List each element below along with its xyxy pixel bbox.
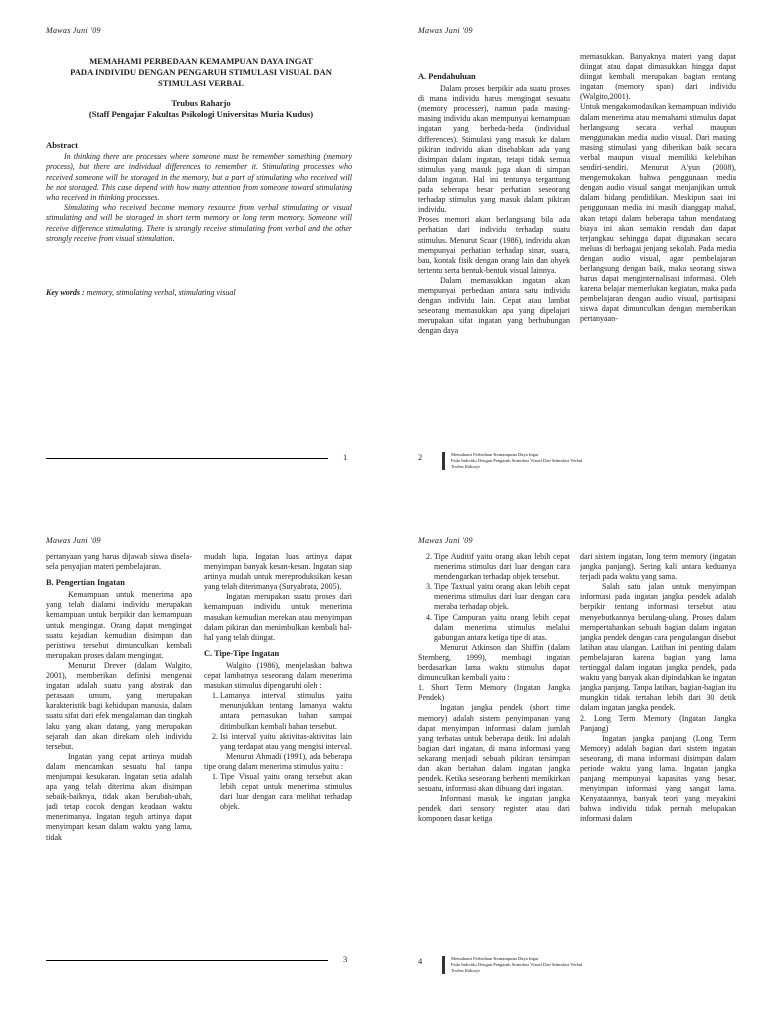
list-item: 1. Lamanya interval stimulus yaitu menunjukkan tentang lamanya waktu antara pemasukan bahan sampai ditimbulkan kembali bahan tersebut.	[220, 691, 352, 731]
abstract-paragraph-2: Simulating who received become memory resource from verbal stimulating or visual stimulating and will be storaged in short term memory or long term memory. Someone will receive difference stimulating. There is strongly receive stimulating from verbal and the other strongly receive from visual stimulation.	[46, 203, 352, 243]
footer-line-1: Memahami Perbedaan Kemampuan Daya Ingat	[451, 956, 539, 961]
keywords-text: memory, stimulating verbal, stimulating visual	[86, 288, 236, 297]
running-header: Mawas Juni '09	[46, 536, 101, 545]
page-number: 4	[418, 956, 423, 966]
type-list-continued	[418, 552, 570, 643]
running-header: Mawas Juni '09	[46, 26, 101, 35]
list-item: 2. Isi interval yaitu aktivitas-aktivitas lain yang terdapat atau yang mengisi interval.	[220, 732, 352, 752]
stm-heading: 1. Short Term Memory (Ingatan Jangka Pendek)	[418, 683, 570, 703]
title-line-2: PADA INDIVIDU DENGAN PENGARUH STIMULASI VISUAL DAN	[70, 67, 332, 77]
section-heading-b: B. Pengertian Ingatan	[46, 578, 125, 588]
paragraph: Ingatan yang cepat artinya mudah dalam mencamkan sesuatu hal tanpa menjumpai kesukaran. Ingatan setia adalah apa yang telah diterima akan disimpan sebaik-baiknya, tidak akan berubah-ubah, jadi tetap cocok dengan keadaan waktu menerimanya. Ingatan teguh artinya dapat menyimpan kesan dalam waktu yang lama, tidak	[46, 751, 192, 842]
page-2	[384, 0, 768, 512]
footer-line-3: Trubus Raharjo	[451, 968, 480, 973]
paragraph: pertanyaan yang harus dijawab siswa disela-sela penyajian materi pembelajaran.	[46, 552, 192, 572]
paragraph: Informasi masuk ke ingatan jangka pendek dari sensory register atau dari komponen dasar ketiga	[418, 794, 570, 824]
ltm-heading: 2. Long Term Memory (Ingatan Jangka Panjang)	[580, 713, 736, 733]
section-heading-c: C. Tipe-Tipe Ingatan	[204, 648, 280, 658]
section-heading-a: A. Pendahuluan	[418, 72, 476, 81]
paragraph: dari sistem ingatan, long term memory (ingatan jangka panjang). Sering kali antara keduanya terjadi pada waktu yang sama.	[580, 552, 736, 582]
paragraph: Untuk mengakomodasikan kemampuan individu dalam menerima atau memahami stimulus dapat berlangsung secara verbal maupun menggunakan media audio visual. Dari masing masing stimulasi yang diberikan baik secara verbal maupun visual memiliki kelebihan sendiri-sendiri. Menurut A'yun (2008), mengemukakan bahwa penggunaan media dengan audio visual sangat menjanjikan untuk dalam bidang pendidikan. Meskipun saat ini penggunaan media ini masih dianggap mahal, akan tetapi dalam beberapa tahun mendatang biaya ini akan semakin rendah dan dapat terjangkau sehingga dapat digunakan secara meluas di berbagai jenjang sekolah. Pada media dengan audio visual, agar pembelajaran berlangsung dengan baik, maka seorang siswa harus dapat menginternalisasi informasi. Oleh karena belajar memerlukan kegiatan, maka pada pembelajaran dengan audio visual, partisipasi siswa dapat dimunculkan dengan memberikan pertanyaan-	[580, 102, 736, 324]
paragraph: mudah lupa. Ingatan luas artinya dapat menyimpan banyak kesan-kesan. Ingatan siap artinya mudah untuk mereproduksikan kesan yang telah diterimanya (Suryabrata, 2005).	[204, 552, 352, 592]
type-list	[204, 772, 352, 812]
footer-citation	[442, 956, 582, 974]
author-block	[46, 98, 356, 120]
column-right	[580, 552, 736, 952]
abstract-heading: Abstract	[46, 140, 78, 150]
paper-title	[46, 56, 356, 89]
page-3	[0, 512, 384, 1024]
page-number: 1	[343, 452, 348, 462]
page-1	[0, 0, 384, 512]
paragraph: Dalam proses berpikir ada suatu proses di mana individu harus mengingat sesuatu (memory processer), namun pada masing-masing individu akan mempunyai kemampuan ingatan yang berbeda-beda (individual differences). Stimulasi yang masuk ke dalam pikiran individu akan disebabkan ada yang disimpan dalam ingatan, tetapi tidak semua stimulus yang masuk juga akan di simpan dalam ingatan. Hal ini tentunya tergantung pada seberapa besar perhatian seseorang terhadap stimulus yang masuk dalam pikiran individu.	[418, 84, 570, 215]
paragraph: Ingatan merupakan suatu proses dari kemampuan individu untuk menerima masukan kemudian merekan atau menyimpan dalam pikiran dan menimbulkan kembali hal-hal yang telah diingat.	[204, 592, 352, 642]
footer-line-2: Pada Individu Dengan Pengaruh Stimulasi Visual Dan Stimulasi Verbal	[451, 458, 583, 463]
interval-list	[204, 691, 352, 752]
page-4	[384, 512, 768, 1024]
column-right	[204, 552, 352, 952]
list-item: 4. Tipe Campuran yaitu orang lebih cepat dalam menerima stimulus melalui gabungan antara ketiga tipe di atas.	[434, 613, 570, 643]
author-affiliation: (Staff Pengajar Fakultas Psikologi Universitas Muria Kudus)	[88, 109, 314, 119]
column-left	[46, 552, 192, 952]
paragraph: Ingatan jangka panjang (Long Term Memory) adalah bagian dari sistem ingatan seseorang, di mana informasi disimpan dalam periode waktu yang lama. Ingatan jangka panjang mempunyai kapasitas yang besar, menyimpan informasi yang sangat lama. Kenyataannya, banyak teori yang meyakini bahwa individu tidak pernah melupakan informasi dalam	[580, 733, 736, 824]
paragraph: memasukkan. Banyaknya materi yang dapat diingat atau dapat dimasukkan hingga dapat diingat kembali merupakan bagian rentang ingatan (memory span) dari individu (Walgito,2001).	[580, 52, 736, 102]
running-header: Mawas Juni '09	[418, 536, 473, 545]
footer-line-1: Memahami Perbedaan Kemampuan Daya Ingat	[451, 452, 539, 457]
paragraph: Menurut Ahmadi (1991), ada beberapa tipe orang dalam menerima stimulus yaitu :	[204, 751, 352, 771]
list-item: 2. Tipe Auditif yaitu orang akan lebih cepat menerima stimulus dari luar dengan cara mendengarkan terhadap objek tersebut.	[434, 552, 570, 582]
paragraph: Proses memori akan berlangsung bila ada perhatian dari individu terhadap suatu stimulus. Menurut Scaar (1986), individu akan mempunyai perhatian terhadap sinar, suara, bau, kontak fisik dengan orang lain dan obyek tertentu serta bentuk-bentuk visual lainnya.	[418, 215, 570, 275]
column-right	[580, 52, 736, 450]
footer-citation	[442, 452, 582, 470]
footer-line-3: Trubus Raharjo	[451, 464, 480, 469]
abstract-paragraph-1: In thinking there are processes where someone must be remember something (memory process), but there are individual differences to remember it. Stimulating processes who received someone will be storaged in the memory, but a part of stimulating who received will be not storaged. This case depend with how many attention from someone toward stimulating who received in thinking processes.	[46, 152, 352, 203]
paragraph: Dalam memasukkan ingatan akan mempunyai perbedaan antara satu individu dengan individu lain. Cepat atau lambat seseorang memasukkan apa yang dipelajari merupakan sifat ingatan yang berhubungan dengan daya	[418, 275, 570, 336]
paragraph: Kemampuan untuk menerima apa yang telah dialami individu merupakan kemampuan untuk berpikir dan kemampuan untuk mengingat. Orang dapat mengingat suatu kejadian kemudian disimpan dan peristiwa tersebut dimunculkan kembali merupakan proses dalam mengingat.	[46, 590, 192, 660]
paragraph: Menurut Atkinson dan Shiffin (dalam Sternberg, 1999), membagi ingatan berdasarkan lama waktu stimulus dapat dimunculkan kembali yaitu :	[418, 642, 570, 683]
list-item: 1. Tipe Visual yaitu orang tersebut akan lebih cepat untuk menerima stimulus dari luar dengan cara melihat terhadap objek.	[220, 772, 352, 812]
paragraph: Ingatan jangka pendek (short time memory) adalah sistem penyimpanan yang dapat menyimpan informasi dalam jumlah yang terbatas untuk beberapa detik. Ini adalah bagian dari ingatan, di mana informasi yang sekarang menjadi sebuah pikiran tersimpan dan akan bertahan dalam ingatan jangka pendek. Ketika seseorang berhenti memikirkan sesuatu, informasi akan dibuang dari ingatan.	[418, 703, 570, 794]
title-line-3: STIMULASI VERBAL	[157, 78, 245, 88]
footer-rule	[46, 458, 328, 459]
column-left	[418, 552, 570, 952]
paragraph: Salah satu jalan untuk menyimpan informasi pada ingatan jangka pendek adalah berpikir tentang informasi tersebut atau menyebutkannya berulang-ulang. Proses dalam mempertahankan sebuah bagian dalam ingatan jangka pendek dengan cara pengulangan disebut latihan atau ulangan. Latihan ini penting dalam pembelajaran karena bagian yang lama tertinggal dalam ingatan jangka pendek, pada waktu yang banyak akan dipindahkan ke ingatan jangka panjang. Tanpa latihan, bagian-bagian itu mungkin tidak tertahan lebih dari 30 detik dalam ingatan jangka pendek.	[580, 582, 736, 713]
author-name: Trubus Raharjo	[171, 98, 231, 108]
column-left	[418, 72, 570, 450]
page-number: 3	[343, 954, 348, 964]
page-number: 2	[418, 452, 423, 462]
keywords	[46, 288, 352, 297]
paragraph: Walgito (1986), menjelaskan bahwa cepat lambatnya seseorang dalam menerima masukan stimulus dipengaruhi oleh :	[204, 660, 352, 691]
paragraph: Menurut Drever (dalam Walgito, 2001), memberikan definisi mengenai ingatan adalah suatu yang abstrak dan perasaan umum, yang merupakan karakteristik bagi kehidupan manusia, dalam suatu sifat dari efek mengalaman dan tingkah laku yang akan datang, yang merupakan sejarah dan akan direkam oleh individu tersebut.	[46, 660, 192, 751]
list-item: 3. Tipe Taxtual yaitu orang akan lebih cepat menerima stimulus dari luar dengan cara meraba terhadap objek.	[434, 582, 570, 612]
keywords-label: Key words :	[46, 288, 85, 297]
title-line-1: MEMAHAMI PERBEDAAN KEMAMPUAN DAYA INGAT	[89, 56, 313, 66]
abstract	[46, 140, 352, 244]
footer-line-2: Pada Individu Dengan Pengaruh Stimulasi Visual Dan Stimulasi Verbal	[451, 962, 583, 967]
footer-rule	[46, 960, 328, 961]
running-header: Mawas Juni '09	[418, 26, 473, 35]
